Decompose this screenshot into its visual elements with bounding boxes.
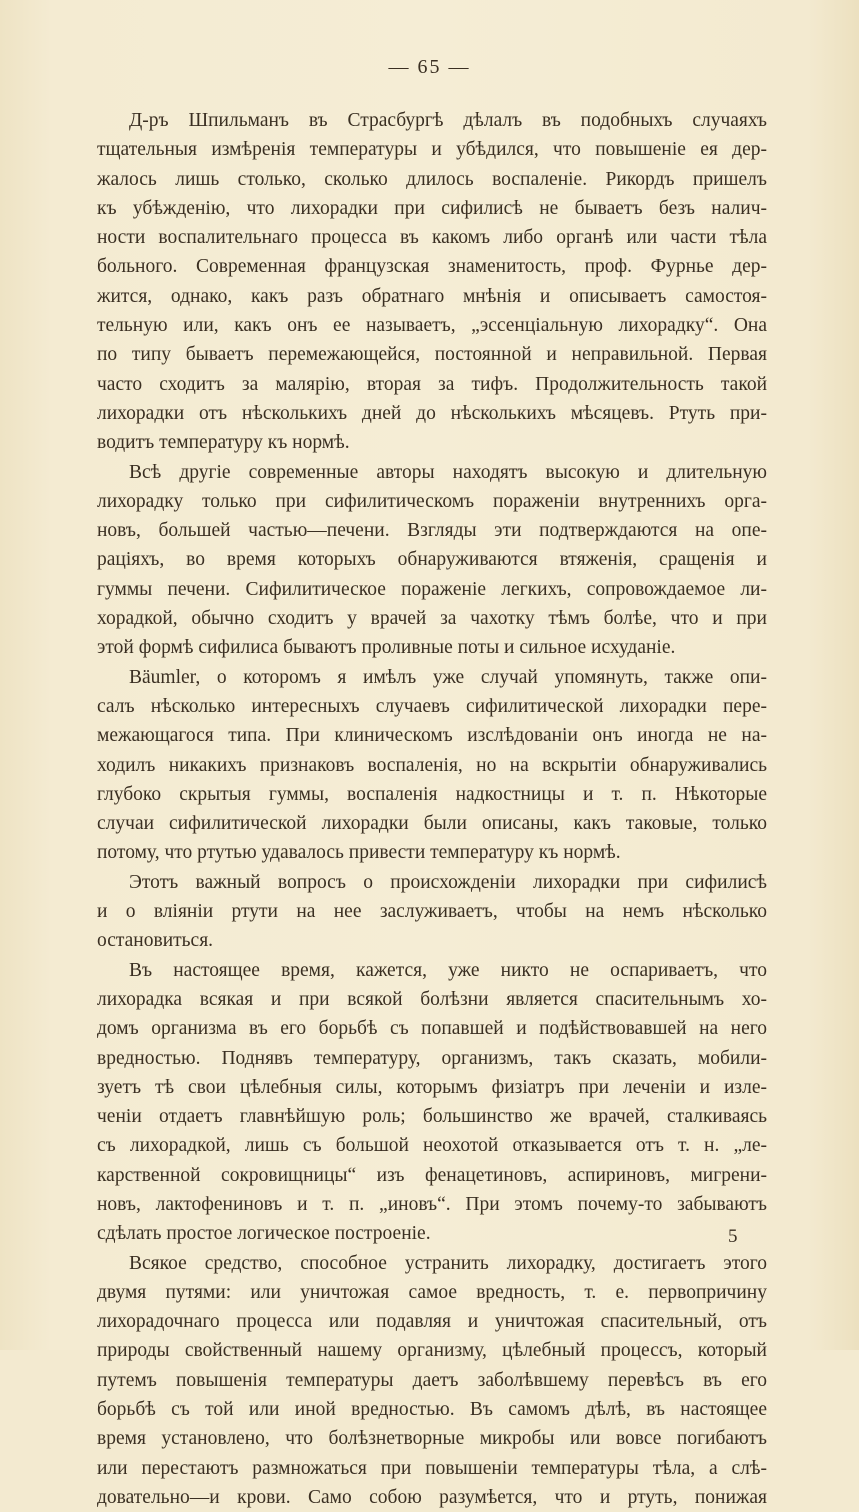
text-line: межающагося типа. При клиническомъ изслѣдованіи онъ иногда не на- — [97, 725, 767, 747]
text-line: путемъ повышенія температуры даетъ заболѣвшему перевѣсъ въ его — [97, 1369, 767, 1391]
text-line: и о вліяніи ртути на нее заслуживаетъ, чтобы на немъ нѣсколько — [97, 901, 767, 923]
paragraph — [97, 106, 767, 458]
text-line: къ убѣжденію, что лихорадки при сифилисѣ не бываетъ безъ налич- — [97, 197, 767, 219]
paragraph — [97, 956, 767, 1249]
text-line: ходилъ никакихъ признаковъ воспаленія, но на вскрытіи обнаруживались — [97, 754, 767, 776]
text-line: довательно—и крови. Само собою разумѣется, что и ртуть, понижая — [97, 1486, 767, 1508]
text-line: карственной сокровищницы“ изъ фенацетиновъ, аспириновъ, мигрени- — [97, 1164, 767, 1186]
text-line: гуммы печени. Сифилитическое пораженіе легкихъ, сопровождаемое ли- — [97, 578, 767, 600]
text-line: хорадкой, обычно сходитъ у врачей за чахотку тѣмъ болѣе, что и при — [97, 608, 767, 630]
text-line: глубоко скрытыя гуммы, воспаленія надкостницы и т. п. Нѣкоторые — [97, 783, 767, 805]
signature-mark: 5 — [728, 1226, 738, 1247]
text-line: лихорадка всякая и при всякой болѣзни является спасительнымъ хо- — [97, 988, 767, 1010]
text-line: новъ, большей частью—печени. Взгляды эти подтверждаются на опе- — [97, 520, 767, 542]
text-line: салъ нѣсколько интересныхъ случаевъ сифилитической лихорадки пере- — [97, 695, 767, 717]
text-line: новъ, лактофениновъ и т. п. „иновъ“. При этомъ почему-то забываютъ — [97, 1193, 767, 1215]
text-line: этой формѣ сифилиса бываютъ проливные поты и сильное исхуданіе. — [97, 637, 676, 659]
text-line: ченіи отдаетъ главнѣйшую роль; большинство же врачей, сталкиваясь — [97, 1106, 767, 1128]
text-line: жалось лишь столько, сколько длилось воспаленіе. Рикордъ пришелъ — [97, 168, 767, 190]
text-line: Этотъ важный вопросъ о происхожденіи лихорадки при сифилисѣ — [129, 871, 767, 893]
text-line: Bäumler, о которомъ я имѣлъ уже случай упомянуть, также опи- — [129, 666, 767, 688]
text-line: борьбѣ съ той или иной вредностью. Въ самомъ дѣлѣ, въ настоящее — [97, 1399, 767, 1421]
text-line: или перестаютъ размножаться при повышеніи температуры тѣла, а слѣ- — [97, 1457, 767, 1479]
text-line: жится, однако, какъ разъ обратнаго мнѣнія и описываетъ самостоя- — [97, 285, 767, 307]
text-line: тельную или, какъ онъ ее называетъ, „эссенціальную лихорадку“. Она — [97, 315, 767, 337]
body-text — [97, 106, 767, 1512]
text-line: природы свойственный нашему организму, цѣлебный процессъ, который — [97, 1340, 767, 1362]
text-line: съ лихорадкой, лишь съ большой неохотой отказывается отъ т. н. „ле- — [97, 1135, 767, 1157]
text-line: Въ настоящее время, кажется, уже никто не оспариваетъ, что — [129, 959, 767, 981]
paragraph — [97, 663, 767, 868]
text-line: тщательныя измѣренія температуры и убѣдился, что повышеніе ея дер- — [97, 139, 767, 161]
paragraph — [97, 1249, 767, 1512]
text-line: Всѣ другіе современные авторы находятъ высокую и длительную — [129, 461, 767, 483]
text-line: больного. Современная французская знаменитость, проф. Фурнье дер- — [97, 256, 767, 278]
text-line: Д-ръ Шпильманъ въ Страсбургѣ дѣлалъ въ подобныхъ случаяхъ — [129, 110, 767, 131]
paragraph — [97, 868, 767, 956]
text-line: часто сходитъ за малярію, вторая за тифъ. Продолжительность такой — [97, 373, 767, 395]
text-line: потому, что ртутью удавалось привести температуру къ нормѣ. — [97, 842, 621, 864]
text-line: Всякое средство, способное устранить лихорадку, достигаетъ этого — [129, 1252, 767, 1274]
text-line: случаи сифилитической лихорадки были описаны, какъ таковые, только — [97, 813, 767, 835]
text-line: зуетъ тѣ свои цѣлебныя силы, которымъ физіатръ при леченіи и изле- — [97, 1076, 767, 1098]
text-line: домъ организма въ его борьбѣ съ попавшей и подѣйствовавшей на него — [97, 1018, 767, 1040]
text-line: время установлено, что болѣзнетворные микробы или вовсе погибаютъ — [97, 1428, 767, 1450]
paragraph — [97, 458, 767, 663]
text-line: лихорадку только при сифилитическомъ пораженіи внутреннихъ орга- — [97, 490, 767, 512]
page-number: — 65 — — [388, 56, 471, 78]
text-line: сдѣлать простое логическое построеніе. — [97, 1223, 431, 1245]
text-line: вредностью. Поднявъ температуру, организмъ, такъ сказать, мобили- — [97, 1047, 767, 1069]
text-line: водитъ температуру къ нормѣ. — [97, 432, 350, 454]
text-line: лихорадки отъ нѣсколькихъ дней до нѣсколькихъ мѣсяцевъ. Ртуть при- — [97, 402, 767, 424]
text-line: остановиться. — [97, 930, 214, 952]
text-line: двумя путями: или уничтожая самое вредность, т. е. первопричину — [97, 1281, 767, 1303]
text-line: по типу бываетъ перемежающейся, постоянной и неправильной. Первая — [97, 344, 767, 366]
text-line: ности воспалительнаго процесса въ какомъ либо органѣ или части тѣла — [97, 227, 767, 249]
text-line: раціяхъ, во время которыхъ обнаруживаются втяженія, сращенія и — [97, 549, 767, 571]
text-line: лихорадочнаго процесса или подавляя и уничтожая спасительный, отъ — [97, 1311, 767, 1333]
